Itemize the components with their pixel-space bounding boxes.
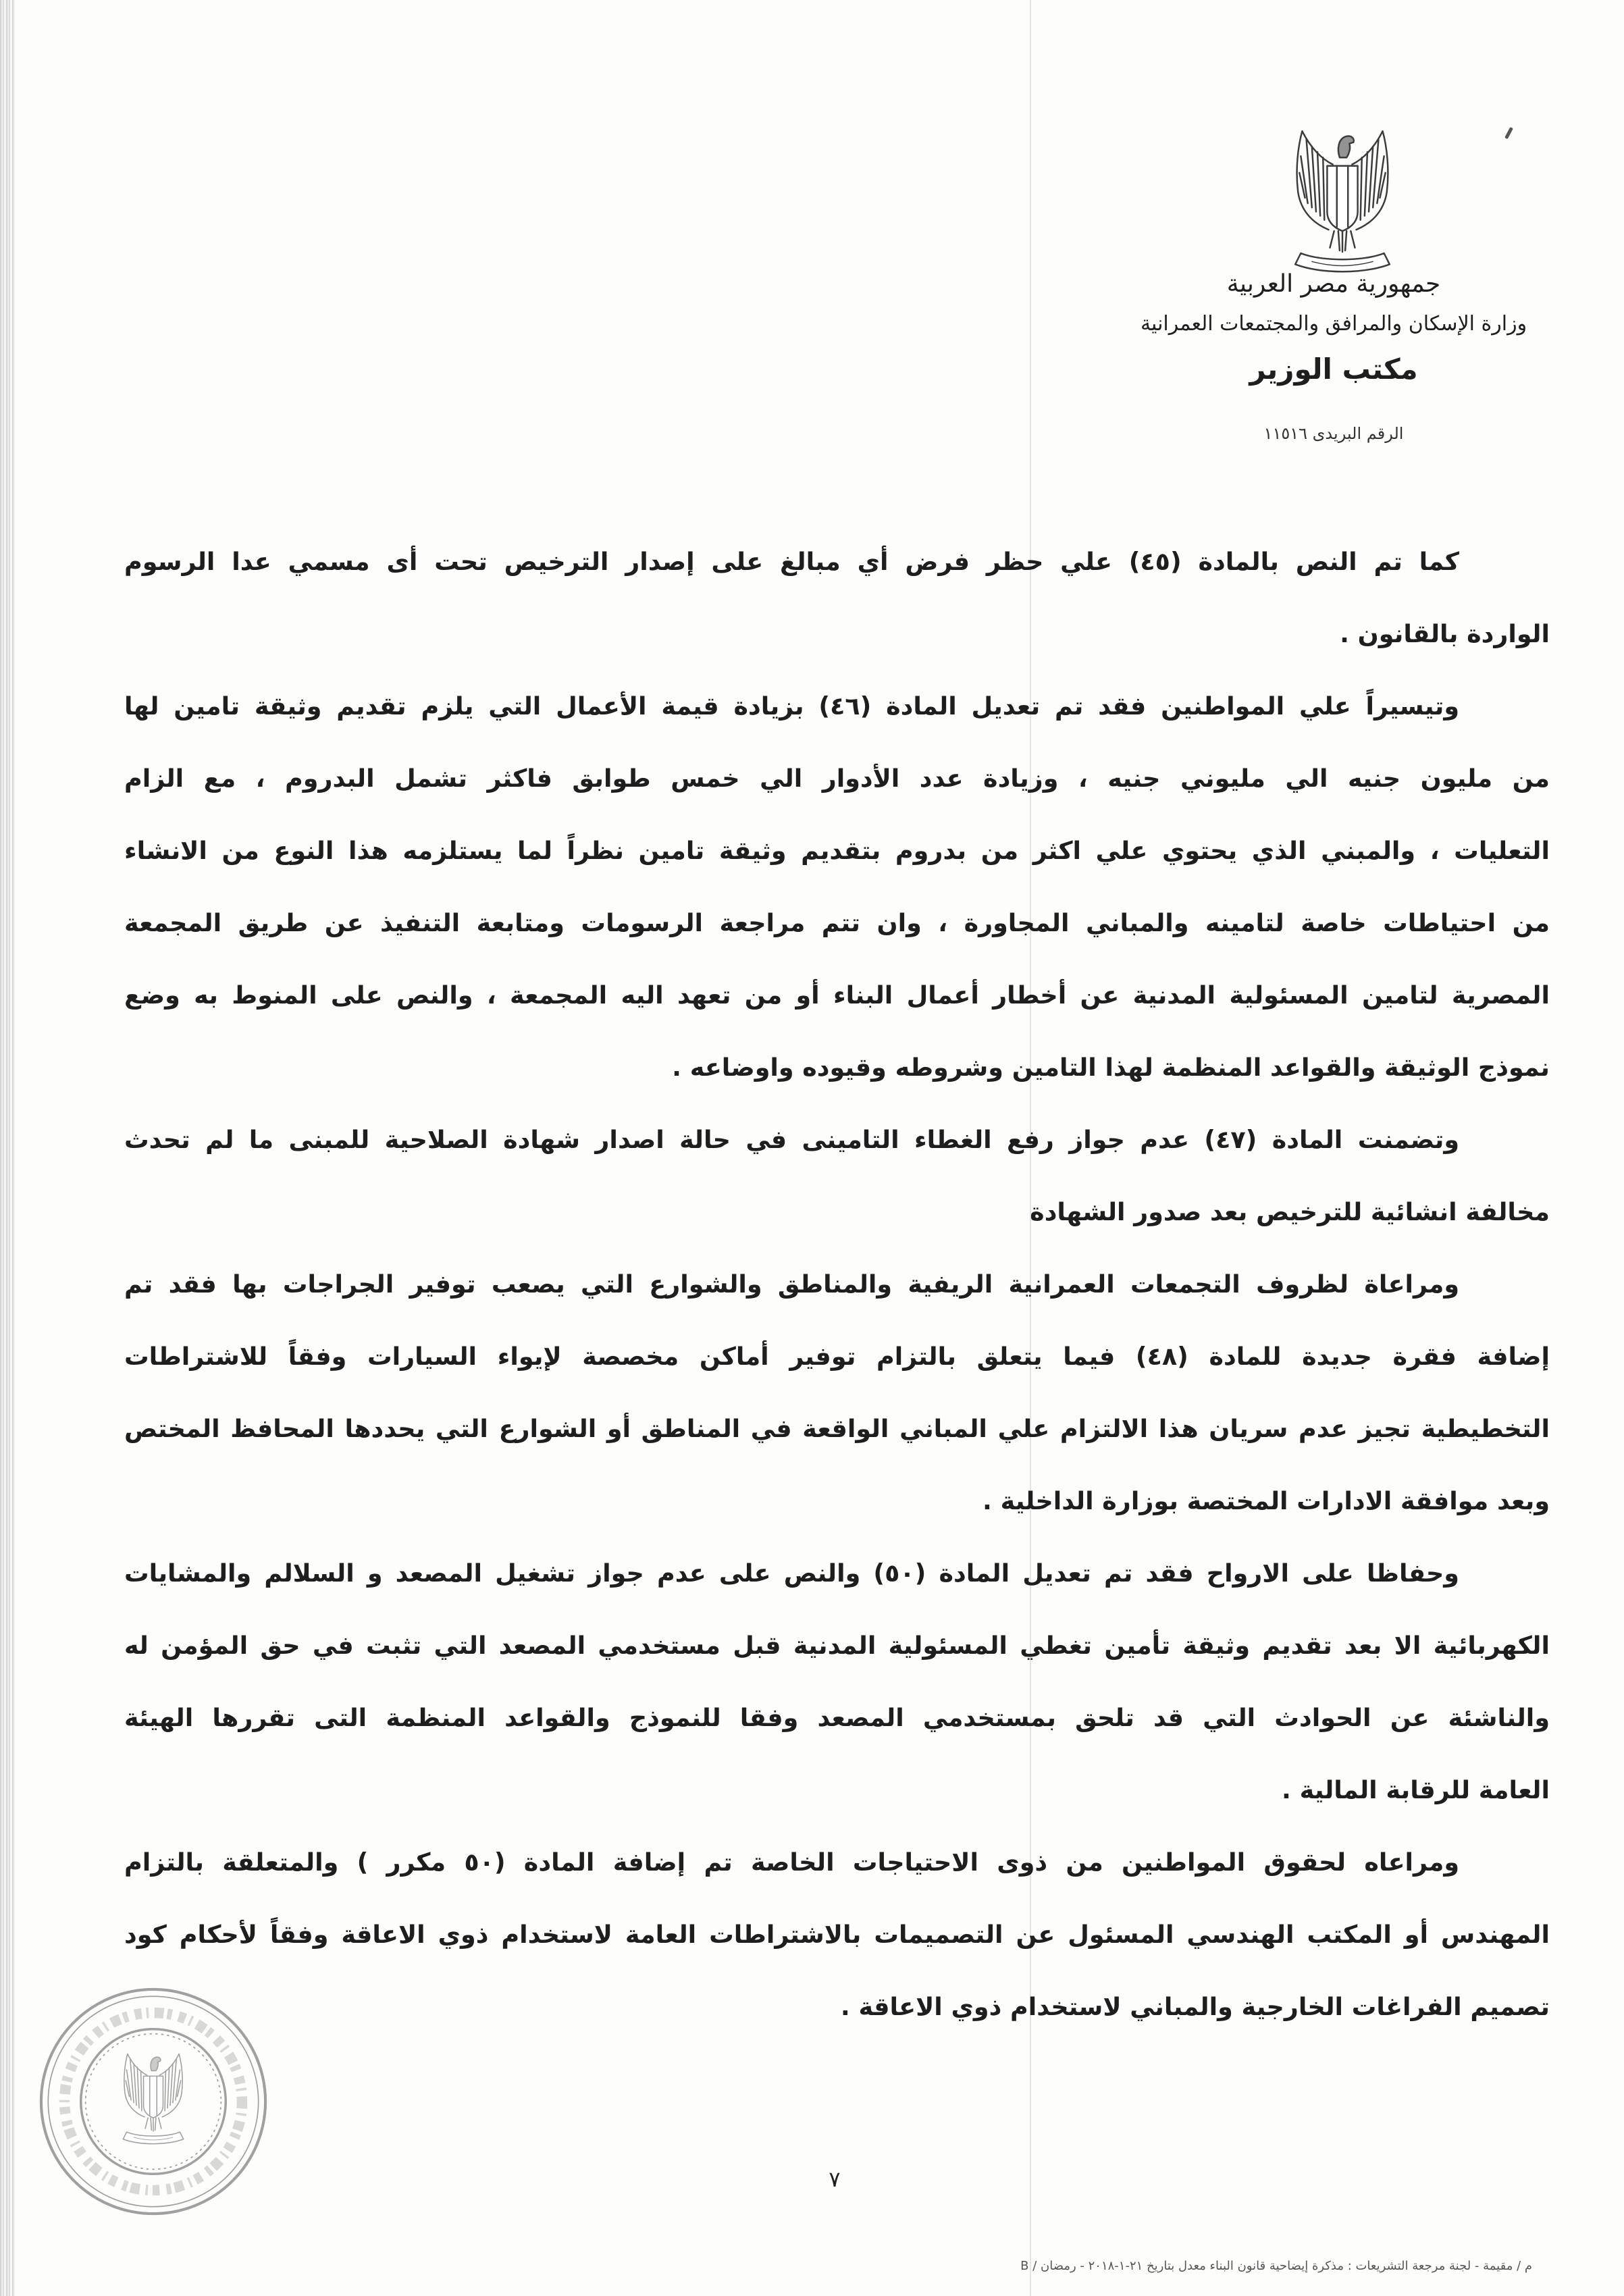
paragraph-article-45 — [124, 525, 1550, 670]
body-line: مخالفة انشائية للترخيص بعد صدور الشهادة — [1030, 1197, 1550, 1226]
body-line: وتيسيراً علي المواطنين فقد تم تعديل المادة (٤٦) بزيادة قيمة الأعمال التي يلزم تقديم وثيقة تامين لها — [124, 692, 1459, 721]
body-line: المهندس أو المكتب الهندسي المسئول عن التصميمات بالاشتراطات العامة لاستخدام ذوي الاعاقة وفقاً لأحكام كود — [124, 1920, 1550, 1949]
eagle-shape — [1295, 131, 1390, 271]
paragraph-article-50-bis — [124, 1826, 1550, 2043]
letterhead-postal-code: الرقم البريدى ١١٥١٦ — [1263, 424, 1404, 443]
body-line: من مليون جنيه الي مليوني جنيه ، وزيادة عدد الأدوار الي خمس طوابق فاكثر تشمل البدروم ، مع الزام — [124, 764, 1550, 793]
paragraph-article-48 — [124, 1248, 1550, 1537]
eagle-emblem-graphic — [1272, 126, 1413, 278]
eagle-emblem-icon — [1272, 126, 1413, 278]
body-line: كما تم النص بالمادة (٤٥) علي حظر فرض أي مبالغ على إصدار الترخيص تحت أى مسمي عدا الرسوم — [124, 547, 1459, 576]
body-line: تصميم الفراغات الخارجية والمباني لاستخدام ذوي الاعاقة . — [840, 1992, 1550, 2021]
scan-mark — [1504, 127, 1513, 139]
body-line: التخطيطية تجيز عدم سريان هذا الالتزام علي المباني الواقعة في المناطق أو الشوارع التي يحددها المحافظ المختص — [124, 1414, 1550, 1443]
memo-body — [124, 525, 1550, 2043]
body-line: وتضمنت المادة (٤٧) عدم جواز رفع الغطاء التامينى في حالة اصدار شهادة الصلاحية للمبنى ما لم تحدث — [124, 1125, 1459, 1154]
paragraph-article-50 — [124, 1537, 1550, 1826]
letterhead-ministry: وزارة الإسكان والمرافق والمجتمعات العمرانية — [1140, 312, 1527, 336]
body-line: الكهربائية الا بعد تقديم وثيقة تأمين تغطي المسئولية المدنية قبل مستخدمي المصعد التي تثبت في حق المؤمن له — [124, 1631, 1550, 1660]
body-line: ومراعاة لظروف التجمعات العمرانية الريفية والمناطق والشوارع التي يصعب توفير الجراجات بها فقد تم — [124, 1270, 1459, 1299]
body-line: والناشئة عن الحوادث التي قد تلحق بمستخدمي المصعد وفقا للنموذج والقواعد المنظمة التى تقررها الهيئة — [124, 1703, 1550, 1732]
page-number: ٧ — [829, 2166, 841, 2192]
paragraph-article-46 — [124, 670, 1550, 1103]
seal-eagle-shape — [123, 2054, 183, 2143]
official-seal-icon — [36, 1985, 270, 2218]
body-line: المصرية لتامين المسئولية المدنية عن أخطار أعمال البناء أو من تعهد اليه المجمعة ، والنص على المنوط به وضع — [124, 981, 1550, 1010]
body-line: نموذج الوثيقة والقواعد المنظمة لهذا التامين وشروطه وقيوده واوضاعه . — [672, 1053, 1550, 1082]
body-line: الواردة بالقانون . — [1340, 619, 1550, 648]
footer-reference-note: م / مقيمة - لجنة مرجعة التشريعات : مذكرة إيضاحية قانون البناء معدل بتاريخ ٢١-١-٢٠١٨ - رمضان / B — [1020, 2259, 1532, 2273]
body-line: إضافة فقرة جديدة للمادة (٤٨) فيما يتعلق بالتزام توفير أماكن مخصصة لإيواء السيارات وفقاً للاشتراطات — [124, 1342, 1550, 1371]
body-line: التعليات ، والمبني الذي يحتوي علي اكثر من بدروم بتقديم وثيقة تامين نظراً لما يستلزمه هذا النوع من الانشاء — [124, 836, 1550, 865]
body-line: وحفاظا على الارواح فقد تم تعديل المادة (٥٠) والنص على عدم جواز تشغيل المصعد و السلالم والمشايات — [124, 1559, 1459, 1588]
body-line: من احتياطات خاصة لتامينه والمباني المجاورة ، وان تتم مراجعة الرسومات ومتابعة التنفيذ عن طريق المجمعة — [124, 908, 1550, 937]
body-line: وبعد موافقة الادارات المختصة بوزارة الداخلية . — [983, 1486, 1550, 1515]
scan-edge-shadow — [0, 0, 15, 2296]
seal-graphic — [36, 1985, 270, 2218]
letterhead-country: جمهورية مصر العربية — [1226, 270, 1441, 298]
letterhead — [1077, 257, 1590, 459]
body-line: العامة للرقابة المالية . — [1282, 1775, 1550, 1804]
letterhead-office: مكتب الوزير — [1249, 353, 1418, 386]
paragraph-article-47 — [124, 1103, 1550, 1248]
body-line: ومراعاه لحقوق المواطنين من ذوى الاحتياجات الخاصة تم إضافة المادة (٥٠ مكرر ) والمتعلقة بالتزام — [124, 1848, 1459, 1877]
